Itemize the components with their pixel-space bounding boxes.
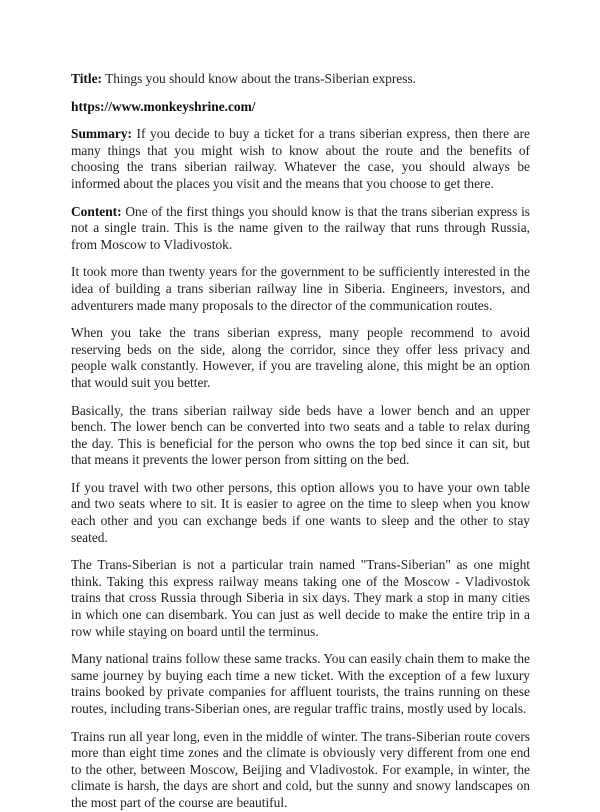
summary-text: If you decide to buy a ticket for a trans siberian express, then there are many things that you might wish to know about the route and the benefits of choosing the trans siberian railway. Whatever the case, you should always be informed about the places you visit and the means that you choose to get there. xyxy=(71,126,530,191)
body-paragraph: Basically, the trans siberian railway side beds have a lower bench and an upper bench. The lower bench can be converted into two seats and a table to relax during the day. This is beneficial for the person who owns the top bed since it can sit, but that means it prevents the lower person from sitting on the bed. xyxy=(71,402,530,468)
content-paragraph xyxy=(71,204,530,254)
title-text: Things you should know about the trans-Siberian express. xyxy=(105,71,417,86)
body-paragraph: Trains run all year long, even in the middle of winter. The trans-Siberian route covers more than eight time zones and the climate is obviously very different from one end to the other, between Moscow, Beijing and Vladivostok. For example, in winter, the climate is harsh, the days are short and cold, but the sunny and snowy landscapes on the most part of the course are beautiful. xyxy=(71,728,530,810)
summary-label: Summary: xyxy=(71,126,132,142)
url-line xyxy=(71,99,530,116)
content-text: One of the first things you should know is that the trans siberian express is not a single train. This is the name given to the railway that runs through Russia, from Moscow to Vladivostok. xyxy=(71,203,530,252)
title-label: Title: xyxy=(71,71,102,86)
body-paragraph: It took more than twenty years for the government to be sufficiently interested in the idea of building a trans siberian railway line in Siberia. Engineers, investors, and adventurers made many proposals to the director of the communication routes. xyxy=(71,264,530,313)
title-line xyxy=(71,71,530,88)
body-paragraph: If you travel with two other persons, this option allows you to have your own table and two seats where to sit. It is easier to agree on the time to sleep when you know each other and you can exchange beds if one wants to sleep and the other to stay seated. xyxy=(71,479,530,545)
body-paragraph: Many national trains follow these same tracks. You can easily chain them to make the same journey by buying each time a new ticket. With the exception of a few luxury trains booked by private companies for affluent tourists, the trains running on these routes, including trans-Siberian ones, are regular traffic trains, mostly used by locals. xyxy=(71,651,530,716)
body-paragraph: The Trans-Siberian is not a particular train named "Trans-Siberian" as one might think. Taking this express railway means taking one of the Moscow - Vladivostok trains that cross Russia through Siberia in six days. They mark a stop in many cities in which one can disembark. You can just as well decide to make the entire trip in a row while staying on board until the terminus. xyxy=(71,557,530,639)
content-label: Content: xyxy=(71,203,122,219)
source-url[interactable]: https://www.monkeyshrine.com/ xyxy=(71,98,256,114)
body-paragraph: When you take the trans siberian express, many people recommend to avoid reserving beds on the side, along the corridor, since they offer less privacy and people walk constantly. However, if you are traveling alone, this might be an option that would suit you better. xyxy=(71,325,530,390)
summary-paragraph xyxy=(71,126,530,192)
